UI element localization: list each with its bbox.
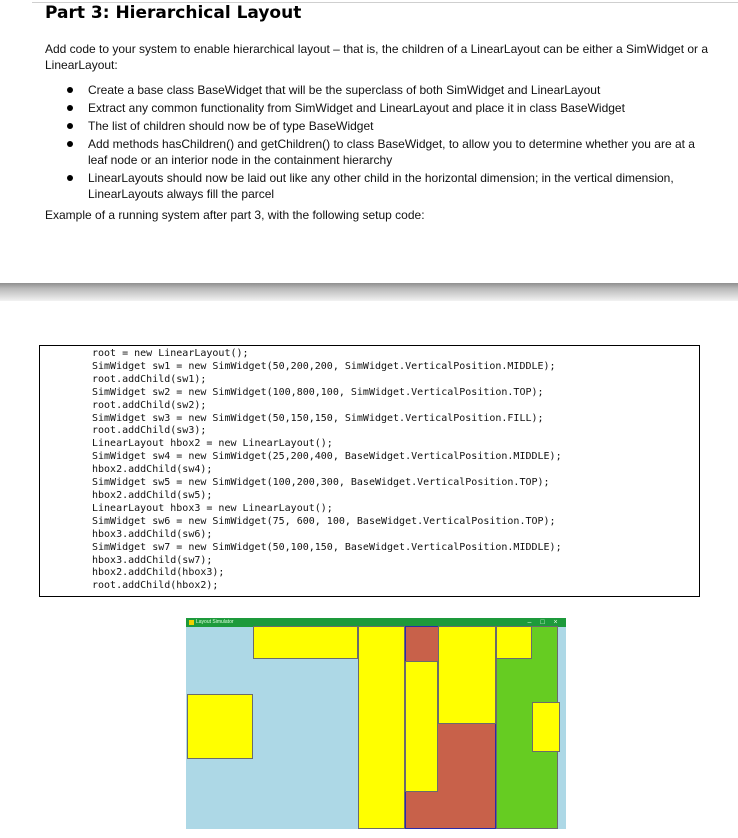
widget-sw1 xyxy=(187,694,253,759)
widget-sw6 xyxy=(496,626,532,659)
intro-paragraph: Add code to your system to enable hierarchical layout – that is, the children of a LinearLayout can be either a SimWidget or a LinearLayout: xyxy=(45,42,709,72)
widget-sw2 xyxy=(253,626,358,659)
list-item: Add methods hasChildren() and getChildren() to class BaseWidget, to allow you to determine whether you are at a leaf node or an interior node in the containment hierarchy xyxy=(67,136,707,168)
app-icon xyxy=(189,620,194,625)
close-button[interactable]: × xyxy=(553,619,558,626)
window-title: Layout Simulator xyxy=(196,619,234,625)
widget-sw7 xyxy=(532,702,560,752)
page-title: Part 3: Hierarchical Layout xyxy=(45,3,302,23)
code-listing-box xyxy=(39,345,700,597)
list-item: The list of children should now be of type BaseWidget xyxy=(67,118,707,134)
example-caption: Example of a running system after part 3, with the following setup code: xyxy=(45,208,425,222)
page-separator xyxy=(0,283,738,301)
list-item: Extract any common functionality from SimWidget and LinearLayout and place it in class BaseWidget xyxy=(67,100,707,116)
list-item: Create a base class BaseWidget that will be the superclass of both SimWidget and LinearLayout xyxy=(67,82,707,98)
layout-simulator-window xyxy=(186,618,566,829)
list-item: LinearLayouts should now be laid out like any other child in the horizontal dimension; in the vertical dimension, LinearLayouts always fill the parcel xyxy=(67,170,707,202)
widget-sw5 xyxy=(438,626,496,724)
document-page-top xyxy=(0,0,738,283)
widget-sw3 xyxy=(358,626,405,829)
code-listing: root = new LinearLayout(); SimWidget sw1 = new SimWidget(50,200,200, SimWidget.VerticalPosition.MIDDLE); root.addChild(sw1); SimWidget sw2 = new SimWidget(100,800,100, SimWidget.VerticalPosition.TOP); root.addChild(sw2); SimWidget sw3 = new SimWidget(50,150,150, SimWidget.VerticalPosition.FILL); root.addChild(sw3); LinearLayout hbox2 = new LinearLayout(); SimWidget sw4 = new SimWidget(25,200,400, BaseWidget.VerticalPosition.MIDDLE); hbox2.addChild(sw4); SimWidget sw5 = new SimWidget(100,200,300, BaseWidget.VerticalPosition.TOP); hbox2.addChild(sw5); LinearLayout hbox3 = new LinearLayout(); SimWidget sw6 = new SimWidget(75, 600, 100, BaseWidget.VerticalPosition.TOP); hbox3.addChild(sw6); SimWidget sw7 = new SimWidget(50,100,150, BaseWidget.VerticalPosition.MIDDLE); hbox3.addChild(sw7); hbox2.addChild(hbox3); root.addChild(hbox2); xyxy=(92,348,562,592)
requirements-list xyxy=(67,82,707,204)
minimize-button[interactable]: – xyxy=(527,619,532,626)
maximize-button[interactable]: □ xyxy=(540,619,545,626)
widget-sw4 xyxy=(405,661,438,792)
